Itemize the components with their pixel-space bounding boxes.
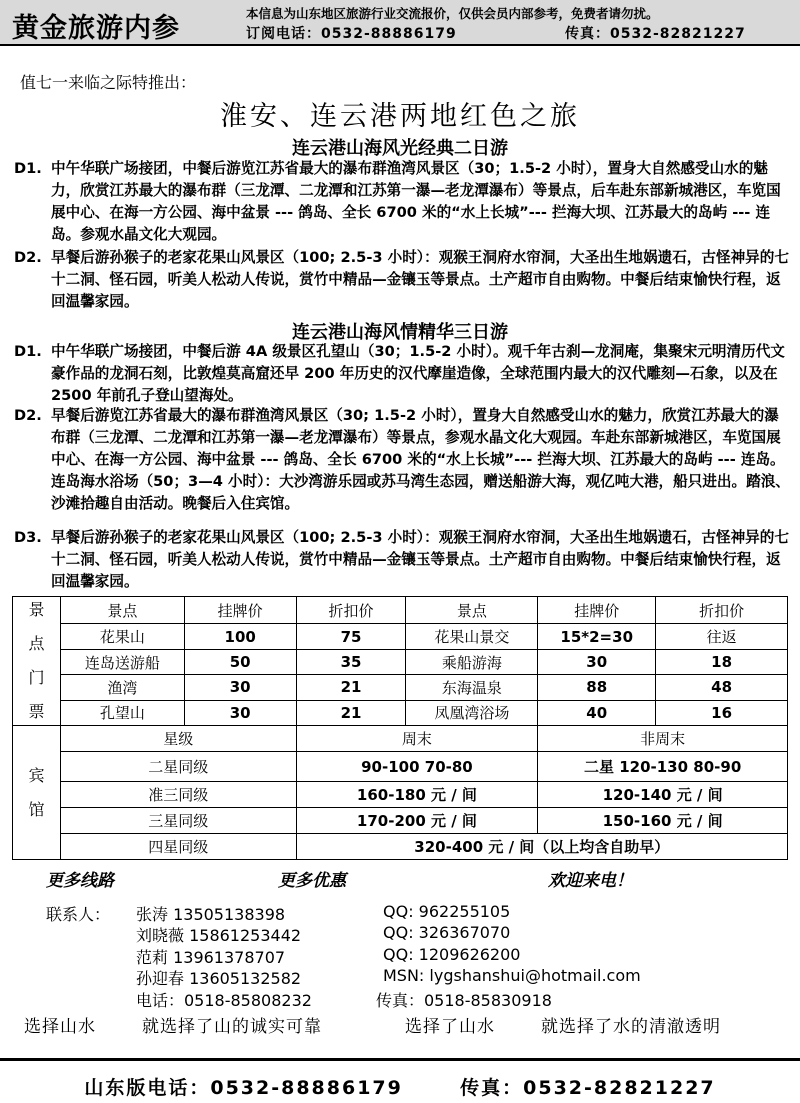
cell: 准三同级 [60,782,296,808]
cell: 18 [656,649,788,674]
cell: 凤凰湾浴场 [406,700,538,725]
cell: 120-140 元 / 间 [538,782,788,808]
cell: 30 [184,675,296,700]
cell: 150-160 元 / 间 [538,808,788,834]
day-text: 早餐后游孙猴子的老家花果山风景区（100; 2.5-3 小时）：观猴王洞府水帘洞，大圣出生地娲遗石，古怪神异的七十二洞、怪石园，听美人松动人传说，赏竹中精品—金镶玉等景点。土产超市自由购物。中餐后结束愉快行程，返回温馨家园。 [51,249,789,310]
table-row [13,834,788,860]
table-row [13,624,788,649]
member-notice: 本信息为山东地区旅游行业交流报价，仅供会员内部参考，免费者请勿扰。 [246,6,659,21]
more-routes: 更多线路 [46,871,114,891]
header-fax: 传真：0532-82821227 [565,26,746,42]
tour1-day1 [14,158,790,246]
slogan-part: 就选择了水的清澈透明 [541,1017,721,1037]
contact-phone: 电话：0518-85808232 [136,991,312,1010]
welcome-call: 欢迎来电！ [548,871,633,891]
cell: 乘船游海 [406,649,538,674]
col-header: 景点 [406,597,538,624]
cell: 往返 [656,624,788,649]
table-row [13,752,788,782]
cell: 四星同级 [60,834,296,860]
cell: 40 [538,700,656,725]
table-row [13,782,788,808]
day-text: 早餐后游孙猴子的老家花果山风景区（100; 2.5-3 小时）：观猴王洞府水帘洞，大圣出生地娲遗石，古怪神异的七十二洞、怪石园，听美人松动人传说，赏竹中精品—金镶玉等景点。土产超市自由购物。中餐后结束愉快行程，返回温馨家园。 [51,529,789,590]
main-title: 淮安、连云港两地红色之旅 [220,101,580,132]
col-header: 挂牌价 [184,597,296,624]
day-text: 中午华联广场接团，中餐后游 4A 级景区孔望山（30；1.5-2 小时）。观千年古刹—龙洞庵，集聚宋元明清历代文豪作品的龙洞石刻，比敦煌莫高窟还早 200 年历史的汉代摩崖造像，全球范围内最大的汉代雕刻—石象，以及在 2500 年前孔子登山望海处。 [51,343,785,404]
cell: 90-100 70-80 [296,752,538,782]
day-text: 早餐后游览江苏省最大的瀑布群渔湾风景区（30; 1.5-2 小时），置身大自然感受山水的魅力，欣赏江苏最大的瀑布群（三龙潭、二龙潭和江苏第一瀑—老龙潭瀑布）等景点，参观水晶文化大观园。车赴东部新城港区，车览国展中心、在海一方公园、海中盆景 --- 鸽岛、全长 6700 米的“水上长城”--- 拦海大坝、江苏最大的岛屿 --- 连岛。连岛海水浴场（50；3—4 小时）：大沙湾游乐园或苏马湾生态园，赠送船游大海，观亿吨大港，船只进出。踏浪、沙滩拾趣自由活动。晚餐后入住宾馆。 [51,407,790,512]
cell: 100 [184,624,296,649]
intro-text: 值七一来临之际特推出： [20,73,197,92]
cell: 30 [538,649,656,674]
contact-fax: 传真：0518-85830918 [376,991,552,1010]
cell: 48 [656,675,788,700]
table-row [13,700,788,725]
slogan-part: 选择山水 [24,1017,96,1037]
cell: 花果山景交 [406,624,538,649]
contact-im: QQ: 326367070 [383,923,511,942]
cell: 孔望山 [60,700,184,725]
subscribe-phone: 订阅电话：0532-88886179 [246,26,457,42]
day-label: D1. [14,343,42,360]
slogan-part: 就选择了山的诚实可靠 [142,1017,322,1037]
day-label: D1. [14,160,42,177]
day-label: D2. [14,407,42,424]
more-deals: 更多优惠 [278,871,346,891]
cell: 170-200 元 / 间 [296,808,538,834]
brand-title: 黄金旅游内参 [12,13,180,44]
cell: 15*2=30 [538,624,656,649]
cell: 160-180 元 / 间 [296,782,538,808]
col-header: 折扣价 [656,597,788,624]
day-label: D3. [14,529,42,546]
tour2-day2 [14,405,790,515]
contact-im: QQ: 962255105 [383,902,511,921]
footer-bar [0,1058,800,1103]
cell: 88 [538,675,656,700]
cell: 21 [296,675,406,700]
cell: 16 [656,700,788,725]
cell: 连岛送游船 [60,649,184,674]
contact-person: 刘晓薇 15861253442 [136,926,302,945]
cell: 东海温泉 [406,675,538,700]
table-row [13,649,788,674]
table-row [13,808,788,834]
col-header: 非周末 [538,726,788,752]
contact-person: 张涛 13505138398 [136,905,286,924]
tour2-day1 [14,341,790,407]
cell: 三星同级 [60,808,296,834]
contact-person: 范莉 13961378707 [136,948,286,967]
day-text: 中午华联广场接团，中餐后游览江苏省最大的瀑布群渔湾风景区（30；1.5-2 小时），置身大自然感受山水的魅力，欣赏江苏最大的瀑布群（三龙潭、二龙潭和江苏第一瀑—老龙潭瀑布）等景点，后车赴东部新城港区，车览国展中心、在海一方公园、海中盆景 --- 鸽岛、全长 6700 米的“水上长城”--- 拦海大坝、江苏最大的岛屿 --- 连岛。参观水晶文化大观园。 [51,160,781,243]
contact-person: 孙迎春 13605132582 [136,969,302,988]
cell: 二星 120-130 80-90 [538,752,788,782]
tour1-day2 [14,247,790,313]
footer-fax: 传真：0532-82821227 [460,1077,716,1099]
tickets-side-label: 景 点 门 票 [13,597,61,726]
cell: 50 [184,649,296,674]
tour1-title: 连云港山海风光经典二日游 [292,138,508,159]
cell: 35 [296,649,406,674]
header-banner [0,0,800,46]
tour2-title: 连云港山海风情精华三日游 [292,322,508,343]
col-header: 周末 [296,726,538,752]
footer-contact [0,1073,800,1100]
col-header: 折扣价 [296,597,406,624]
hotels-side-label: 宾 馆 [13,726,61,860]
footer-phone: 山东版电话：0532-88886179 [84,1077,403,1099]
cell: 花果山 [60,624,184,649]
contact-email: MSN: lygshanshui@hotmail.com [383,966,641,985]
col-header: 景点 [60,597,184,624]
cell: 21 [296,700,406,725]
cell: 30 [184,700,296,725]
cell: 二星同级 [60,752,296,782]
contact-label: 联系人： [46,905,111,924]
price-table [12,596,788,860]
cell: 渔湾 [60,675,184,700]
day-label: D2. [14,249,42,266]
table-row [13,675,788,700]
col-header: 星级 [60,726,296,752]
tour2-day3 [14,527,790,593]
contact-im: QQ: 1209626200 [383,945,521,964]
slogan-part: 选择了山水 [405,1017,495,1037]
col-header: 挂牌价 [538,597,656,624]
cell: 320-400 元 / 间（以上均含自助早） [296,834,787,860]
cell: 75 [296,624,406,649]
